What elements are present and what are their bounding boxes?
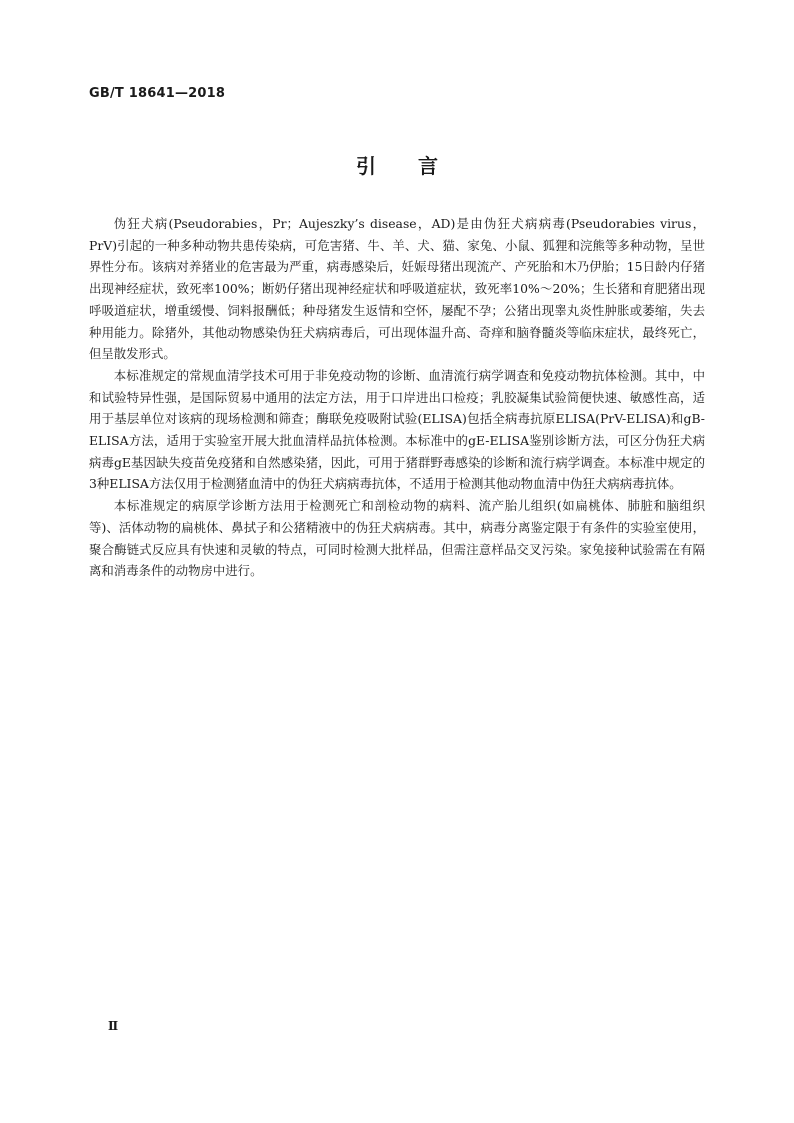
page-number: Ⅱ: [108, 1019, 119, 1033]
paragraph-disease-overview: 伪狂犬病(Pseudorabies，Pr；Aujeszky’s disease，AD)是由伪狂犬病病毒(Pseudorabies virus，PrV)引起的一种多种动物共患传染病，可危害猪、牛、羊、犬、猫、家兔、小鼠、狐狸和浣熊等多种动物，呈世界性分布。该病对养猪业的危害最为严重，病毒感染后，妊娠母猪出现流产、产死胎和木乃伊胎；15日龄内仔猪出现神经症状，致死率100%；断奶仔猪出现神经症状和呼吸道症状，致死率10%～20%；生长猪和育肥猪出现呼吸道症状，增重缓慢、饲料报酬低；种母猪发生返情和空怀，屡配不孕；公猪出现睾丸炎性肿胀或萎缩，失去种用能力。除猪外，其他动物感染伪狂犬病病毒后，可出现体温升高、奇痒和脑脊髓炎等临床症状，最终死亡，但呈散发形式。: [89, 216, 705, 362]
paragraph-etiology-methods: 本标准规定的病原学诊断方法用于检测死亡和剖检动物的病料、流产胎儿组织(如扁桃体、肺脏和脑组织等)、活体动物的扁桃体、鼻拭子和公猪精液中的伪狂犬病病毒。其中，病毒分离鉴定限于有条件的实验室使用，聚合酶链式反应具有快速和灵敏的特点，可同时检测大批样品，但需注意样品交叉污染。家兔接种试验需在有隔离和消毒条件的动物房中进行。: [89, 498, 705, 579]
paragraph-serology-methods: 本标准规定的常规血清学技术可用于非免疫动物的诊断、血清流行病学调查和免疫动物抗体检测。其中，中和试验特异性强，是国际贸易中通用的法定方法，用于口岸进出口检疫；乳胶凝集试验简便快速、敏感性高，适用于基层单位对该病的现场检测和筛查；酶联免疫吸附试验(ELISA)包括全病毒抗原ELISA(PrV-ELISA)和gB-ELISA方法，适用于实验室开展大批血清样品抗体检测。本标准中的gE-ELISA鉴别诊断方法，可区分伪狂犬病病毒gE基因缺失疫苗免疫猪和自然感染猪，因此，可用于猪群野毒感染的诊断和流行病学调查。本标准中规定的3种ELISA方法仅用于检测猪血清中的伪狂犬病病毒抗体，不适用于检测其他动物血清中伪狂犬病病毒抗体。: [89, 367, 705, 492]
standard-code: GB/T 18641—2018: [89, 86, 226, 101]
body-text: [89, 213, 705, 582]
page-title: 引言: [356, 154, 480, 178]
